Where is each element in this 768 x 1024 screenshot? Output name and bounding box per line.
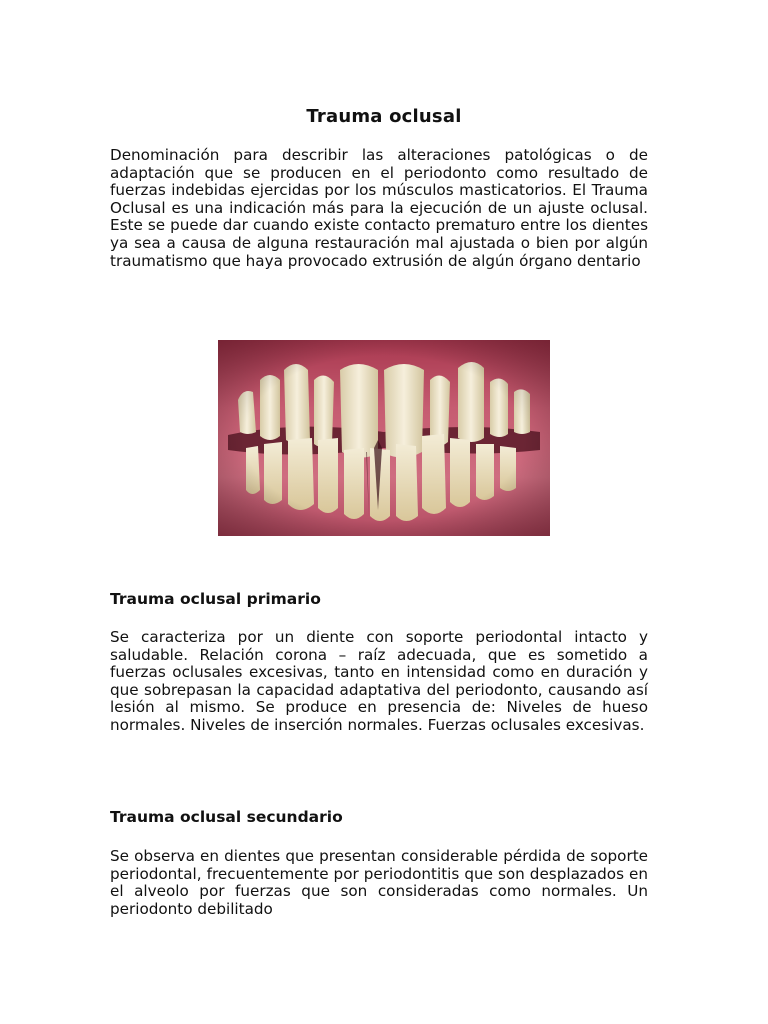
intro-paragraph: Denominación para describir las alteraciones patológicas o de adaptación que se producen en el periodonto como resultado de fuerzas indebidas ejercidas por los músculos masticatorios. El Trauma Oclusal es una indicación más para la ejecución de un ajuste oclusal. Este se puede dar cuando existe contacto prematuro entre los dientes ya sea a causa de alguna restauración mal ajustada o bien por algún traumatismo que haya provocado extrusión de algún órgano dentario: [110, 146, 648, 270]
teeth-photo-icon: [218, 340, 550, 536]
photo-vignette: [218, 340, 550, 536]
page-title: Trauma oclusal: [306, 106, 462, 127]
section-heading-secondary: Trauma oclusal secundario: [110, 808, 343, 826]
section-body-primary: Se caracteriza por un diente con soporte periodontal intacto y saludable. Relación corona – raíz adecuada, que es sometido a fuerzas oclusales excesivas, tanto en intensidad como en duración y que sobrepasan la capacidad adaptativa del periodonto, causando así lesión al mismo. Se produce en presencia de: Niveles de hueso normales. Niveles de inserción normales. Fuerzas oclusales excesivas.: [110, 628, 648, 734]
section-heading-primary: Trauma oclusal primario: [110, 590, 321, 608]
section-body-secondary: Se observa en dientes que presentan considerable pérdida de soporte periodontal, frecuentemente por periodontitis que son desplazados en el alveolo por fuerzas que son consideradas como normales. Un periodonto debilitado: [110, 847, 648, 918]
teeth-photo: [218, 340, 550, 536]
